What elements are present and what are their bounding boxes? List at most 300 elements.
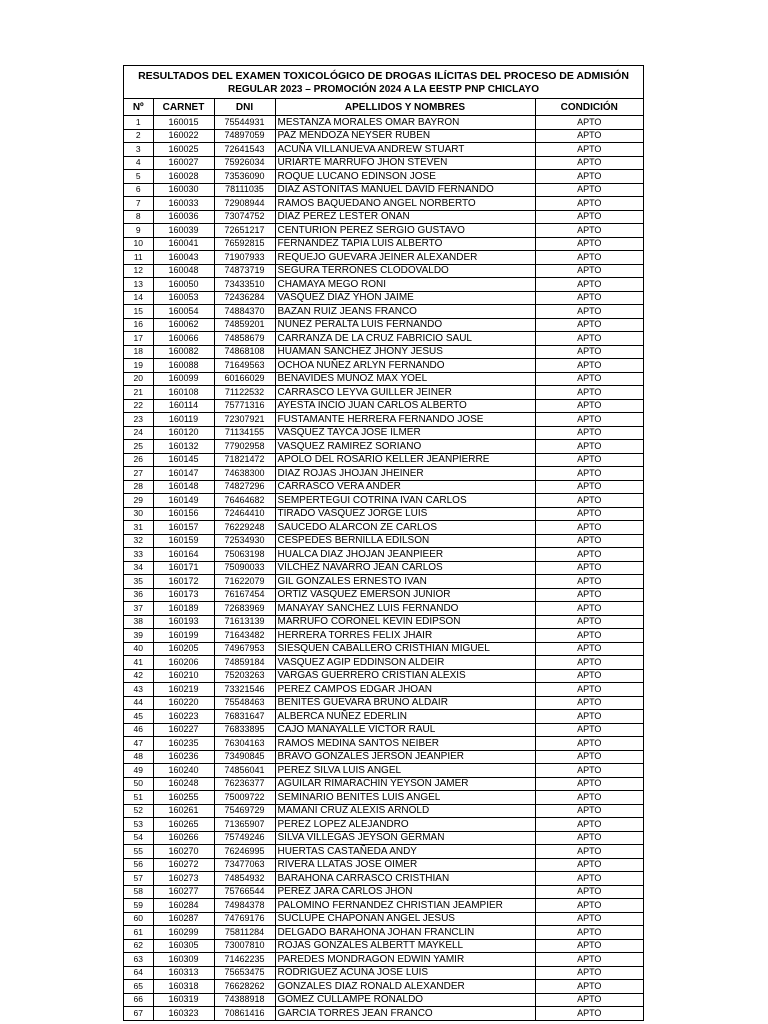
row-carnet: 160099 (153, 372, 214, 386)
row-condition: APTO (535, 399, 643, 413)
row-number: 27 (124, 467, 153, 481)
table-row (124, 899, 643, 913)
row-condition: APTO (535, 602, 643, 616)
row-carnet: 160039 (153, 224, 214, 238)
row-name: PEREZ LOPEZ ALEJANDRO (275, 818, 535, 832)
row-dni: 72651217 (214, 224, 275, 238)
row-name: CARRANZA DE LA CRUZ FABRICIO SAUL (275, 332, 535, 346)
row-condition: APTO (535, 534, 643, 548)
row-dni: 76229248 (214, 521, 275, 535)
row-dni: 75548463 (214, 696, 275, 710)
row-number: 66 (124, 993, 153, 1007)
row-number: 43 (124, 683, 153, 697)
row-dni: 74854932 (214, 872, 275, 886)
row-number: 52 (124, 804, 153, 818)
row-condition: APTO (535, 264, 643, 278)
table-row (124, 278, 643, 292)
row-carnet: 160157 (153, 521, 214, 535)
row-condition: APTO (535, 818, 643, 832)
row-name: NUÑEZ PERALTA LUIS FERNANDO (275, 318, 535, 332)
table-row (124, 885, 643, 899)
row-condition: APTO (535, 710, 643, 724)
row-dni: 74769176 (214, 912, 275, 926)
row-name: GONZALES DIAZ RONALD ALEXANDER (275, 980, 535, 994)
table-row (124, 588, 643, 602)
row-name: PAREDES MONDRAGON EDWIN YAMIR (275, 953, 535, 967)
row-carnet: 160210 (153, 669, 214, 683)
row-name: SEMPERTEGUI COTRINA IVAN CARLOS (275, 494, 535, 508)
row-number: 25 (124, 440, 153, 454)
row-carnet: 160309 (153, 953, 214, 967)
row-number: 53 (124, 818, 153, 832)
table-row (124, 737, 643, 751)
row-carnet: 160088 (153, 359, 214, 373)
row-carnet: 160033 (153, 197, 214, 211)
row-condition: APTO (535, 170, 643, 184)
row-carnet: 160318 (153, 980, 214, 994)
row-carnet: 160270 (153, 845, 214, 859)
row-number: 11 (124, 251, 153, 265)
row-carnet: 160108 (153, 386, 214, 400)
row-condition: APTO (535, 858, 643, 872)
row-name: PAZ MENDOZA NEYSER RUBEN (275, 129, 535, 143)
row-dni: 72307921 (214, 413, 275, 427)
row-number: 24 (124, 426, 153, 440)
table-row (124, 237, 643, 251)
row-dni: 76464682 (214, 494, 275, 508)
row-condition: APTO (535, 291, 643, 305)
row-dni: 75926034 (214, 156, 275, 170)
row-condition: APTO (535, 588, 643, 602)
row-name: SILVA VILLEGAS JEYSON GERMAN (275, 831, 535, 845)
row-name: VASQUEZ RAMIREZ SORIANO (275, 440, 535, 454)
row-number: 63 (124, 953, 153, 967)
table-row (124, 386, 643, 400)
table-row (124, 723, 643, 737)
table-row (124, 224, 643, 238)
row-name: BARAHONA CARRASCO CRISTHIAN (275, 872, 535, 886)
table-row (124, 426, 643, 440)
table-row (124, 305, 643, 319)
row-condition: APTO (535, 926, 643, 940)
row-dni: 74388918 (214, 993, 275, 1007)
row-name: PEREZ SILVA LUIS ANGEL (275, 764, 535, 778)
row-number: 50 (124, 777, 153, 791)
row-dni: 70861416 (214, 1007, 275, 1020)
row-dni: 71134155 (214, 426, 275, 440)
table-row (124, 534, 643, 548)
row-name: SEMINARIO BENITES LUIS ANGEL (275, 791, 535, 805)
header-dni: DNI (214, 99, 275, 116)
row-number: 17 (124, 332, 153, 346)
table-row (124, 561, 643, 575)
row-dni: 60166029 (214, 372, 275, 386)
row-number: 30 (124, 507, 153, 521)
row-name: APOLO DEL ROSARIO KELLER JEANPIERRE (275, 453, 535, 467)
row-dni: 76236377 (214, 777, 275, 791)
table-row (124, 777, 643, 791)
row-carnet: 160147 (153, 467, 214, 481)
row-condition: APTO (535, 224, 643, 238)
row-dni: 75653475 (214, 966, 275, 980)
row-name: DIAZ ASTONITAS MANUEL DAVID FERNANDO (275, 183, 535, 197)
table-row (124, 399, 643, 413)
row-condition: APTO (535, 764, 643, 778)
row-dni: 73321546 (214, 683, 275, 697)
row-carnet: 160193 (153, 615, 214, 629)
row-condition: APTO (535, 615, 643, 629)
row-number: 67 (124, 1007, 153, 1020)
row-carnet: 160025 (153, 143, 214, 157)
row-name: AGUILAR RIMARACHIN YEYSON JAMER (275, 777, 535, 791)
table-row (124, 764, 643, 778)
table-row (124, 197, 643, 211)
row-number: 22 (124, 399, 153, 413)
row-carnet: 160223 (153, 710, 214, 724)
row-name: PEREZ CAMPOS EDGAR JHOAN (275, 683, 535, 697)
row-number: 40 (124, 642, 153, 656)
row-number: 13 (124, 278, 153, 292)
row-dni: 76628262 (214, 980, 275, 994)
row-name: DELGADO BARAHONA JOHAN FRANCLIN (275, 926, 535, 940)
row-number: 31 (124, 521, 153, 535)
row-name: BRAVO GONZALES JERSON JEANPIER (275, 750, 535, 764)
row-carnet: 160173 (153, 588, 214, 602)
row-name: RAMOS MEDINA SANTOS NEIBER (275, 737, 535, 751)
row-condition: APTO (535, 467, 643, 481)
table-row (124, 615, 643, 629)
row-carnet: 160132 (153, 440, 214, 454)
row-carnet: 160159 (153, 534, 214, 548)
row-number: 16 (124, 318, 153, 332)
table-row (124, 642, 643, 656)
row-condition: APTO (535, 359, 643, 373)
row-name: VILCHEZ NAVARRO JEAN CARLOS (275, 561, 535, 575)
row-dni: 75811284 (214, 926, 275, 940)
row-condition: APTO (535, 737, 643, 751)
row-dni: 74638300 (214, 467, 275, 481)
row-carnet: 160041 (153, 237, 214, 251)
row-condition: APTO (535, 1007, 643, 1020)
table-row (124, 818, 643, 832)
row-dni: 73074752 (214, 210, 275, 224)
table-row (124, 912, 643, 926)
row-number: 34 (124, 561, 153, 575)
table-row (124, 831, 643, 845)
row-condition: APTO (535, 561, 643, 575)
row-carnet: 160313 (153, 966, 214, 980)
row-condition: APTO (535, 210, 643, 224)
row-condition: APTO (535, 750, 643, 764)
row-condition: APTO (535, 804, 643, 818)
table-row (124, 494, 643, 508)
row-name: SAUCEDO ALARCON ZE CARLOS (275, 521, 535, 535)
row-name: CHAMAYA MEGO RONI (275, 278, 535, 292)
row-name: SIESQUEN CABALLERO CRISTHIAN MIGUEL (275, 642, 535, 656)
row-condition: APTO (535, 183, 643, 197)
row-dni: 72683969 (214, 602, 275, 616)
row-dni: 72464410 (214, 507, 275, 521)
row-carnet: 160120 (153, 426, 214, 440)
table-row (124, 156, 643, 170)
title-block (124, 66, 643, 99)
row-number: 18 (124, 345, 153, 359)
row-number: 3 (124, 143, 153, 157)
row-condition: APTO (535, 278, 643, 292)
table-row (124, 548, 643, 562)
row-condition: APTO (535, 480, 643, 494)
row-condition: APTO (535, 345, 643, 359)
row-carnet: 160043 (153, 251, 214, 265)
row-dni: 76167454 (214, 588, 275, 602)
row-carnet: 160171 (153, 561, 214, 575)
row-name: HUERTAS CASTAÑEDA ANDY (275, 845, 535, 859)
row-number: 5 (124, 170, 153, 184)
row-carnet: 160156 (153, 507, 214, 521)
row-name: DIAZ ROJAS JHOJAN JHEINER (275, 467, 535, 481)
row-condition: APTO (535, 669, 643, 683)
table-row (124, 872, 643, 886)
row-dni: 76831647 (214, 710, 275, 724)
row-name: RODRIGUEZ ACUÑA JOSE LUIS (275, 966, 535, 980)
row-dni: 76246995 (214, 845, 275, 859)
row-condition: APTO (535, 696, 643, 710)
table-row (124, 791, 643, 805)
row-number: 44 (124, 696, 153, 710)
row-name: MARRUFO CORONEL KEVIN EDIPSON (275, 615, 535, 629)
table-row (124, 656, 643, 670)
row-dni: 71462235 (214, 953, 275, 967)
row-carnet: 160220 (153, 696, 214, 710)
row-dni: 75544931 (214, 116, 275, 130)
row-carnet: 160199 (153, 629, 214, 643)
row-number: 26 (124, 453, 153, 467)
table-row (124, 345, 643, 359)
table-row (124, 629, 643, 643)
table-row (124, 291, 643, 305)
row-condition: APTO (535, 885, 643, 899)
table-row (124, 696, 643, 710)
row-name: SUCLUPE CHAPOÑAN ANGEL JESUS (275, 912, 535, 926)
row-dni: 75749246 (214, 831, 275, 845)
row-number: 8 (124, 210, 153, 224)
row-name: PEREZ JARA CARLOS JHON (275, 885, 535, 899)
row-dni: 76833895 (214, 723, 275, 737)
row-condition: APTO (535, 521, 643, 535)
row-number: 12 (124, 264, 153, 278)
row-name: VARGAS GUERRERO CRISTIAN ALEXIS (275, 669, 535, 683)
table-row (124, 467, 643, 481)
table-row (124, 264, 643, 278)
row-dni: 74873719 (214, 264, 275, 278)
row-name: MAMANI CRUZ ALEXIS ARNOLD (275, 804, 535, 818)
row-condition: APTO (535, 386, 643, 400)
table-row (124, 966, 643, 980)
table-row (124, 939, 643, 953)
row-carnet: 160273 (153, 872, 214, 886)
row-condition: APTO (535, 116, 643, 130)
row-carnet: 160114 (153, 399, 214, 413)
row-carnet: 160265 (153, 818, 214, 832)
table-row (124, 750, 643, 764)
row-number: 7 (124, 197, 153, 211)
row-carnet: 160189 (153, 602, 214, 616)
row-dni: 71907933 (214, 251, 275, 265)
row-name: ACUÑA VILLANUEVA ANDREW STUART (275, 143, 535, 157)
row-condition: APTO (535, 953, 643, 967)
results-document (123, 65, 644, 1021)
row-number: 42 (124, 669, 153, 683)
row-number: 58 (124, 885, 153, 899)
row-carnet: 160149 (153, 494, 214, 508)
row-name: PALOMINO FERNANDEZ CHRISTIAN JEAMPIER (275, 899, 535, 913)
row-name: CARRASCO VERA ANDER (275, 480, 535, 494)
row-name: FERNANDEZ TAPIA LUIS ALBERTO (275, 237, 535, 251)
row-number: 64 (124, 966, 153, 980)
row-dni: 74967953 (214, 642, 275, 656)
row-name: BENITES GUEVARA BRUNO ALDAIR (275, 696, 535, 710)
row-carnet: 160066 (153, 332, 214, 346)
row-dni: 71365907 (214, 818, 275, 832)
row-number: 51 (124, 791, 153, 805)
row-dni: 73490845 (214, 750, 275, 764)
results-table (124, 99, 643, 1020)
table-row (124, 480, 643, 494)
row-carnet: 160240 (153, 764, 214, 778)
row-carnet: 160323 (153, 1007, 214, 1020)
row-dni: 74859201 (214, 318, 275, 332)
row-carnet: 160272 (153, 858, 214, 872)
table-row (124, 953, 643, 967)
row-dni: 72436284 (214, 291, 275, 305)
row-dni: 71821472 (214, 453, 275, 467)
table-row (124, 318, 643, 332)
row-name: GARCIA TORRES JEAN FRANCO (275, 1007, 535, 1020)
row-carnet: 160148 (153, 480, 214, 494)
row-number: 60 (124, 912, 153, 926)
row-number: 61 (124, 926, 153, 940)
row-name: GOMEZ CULLAMPE RONALDO (275, 993, 535, 1007)
row-condition: APTO (535, 318, 643, 332)
row-name: RAMOS BAQUEDANO ANGEL NORBERTO (275, 197, 535, 211)
row-dni: 75766544 (214, 885, 275, 899)
row-condition: APTO (535, 845, 643, 859)
row-number: 65 (124, 980, 153, 994)
table-row (124, 1007, 643, 1020)
row-condition: APTO (535, 575, 643, 589)
row-carnet: 160205 (153, 642, 214, 656)
table-row (124, 507, 643, 521)
row-carnet: 160036 (153, 210, 214, 224)
row-name: HERRERA TORRES FELIX JHAIR (275, 629, 535, 643)
row-carnet: 160022 (153, 129, 214, 143)
row-carnet: 160048 (153, 264, 214, 278)
row-condition: APTO (535, 507, 643, 521)
row-condition: APTO (535, 831, 643, 845)
table-row (124, 575, 643, 589)
table-row (124, 845, 643, 859)
row-name: OCHOA NUÑEZ ARLYN FERNANDO (275, 359, 535, 373)
row-dni: 75771316 (214, 399, 275, 413)
row-carnet: 160119 (153, 413, 214, 427)
row-name: MANAYAY SANCHEZ LUIS FERNANDO (275, 602, 535, 616)
row-number: 28 (124, 480, 153, 494)
table-row (124, 602, 643, 616)
row-number: 1 (124, 116, 153, 130)
header-row (124, 99, 643, 116)
row-number: 41 (124, 656, 153, 670)
row-name: URIARTE MARRUFO JHON STEVEN (275, 156, 535, 170)
table-row (124, 170, 643, 184)
row-condition: APTO (535, 939, 643, 953)
row-number: 57 (124, 872, 153, 886)
row-number: 19 (124, 359, 153, 373)
row-number: 35 (124, 575, 153, 589)
row-carnet: 160305 (153, 939, 214, 953)
row-number: 33 (124, 548, 153, 562)
row-number: 21 (124, 386, 153, 400)
row-name: GIL GONZALES ERNESTO IVAN (275, 575, 535, 589)
row-dni: 75203263 (214, 669, 275, 683)
row-carnet: 160054 (153, 305, 214, 319)
row-carnet: 160287 (153, 912, 214, 926)
row-condition: APTO (535, 993, 643, 1007)
row-carnet: 160145 (153, 453, 214, 467)
row-carnet: 160235 (153, 737, 214, 751)
row-carnet: 160082 (153, 345, 214, 359)
row-number: 23 (124, 413, 153, 427)
row-carnet: 160172 (153, 575, 214, 589)
row-dni: 72534930 (214, 534, 275, 548)
row-number: 48 (124, 750, 153, 764)
row-name: BAZAN RUIZ JEANS FRANCO (275, 305, 535, 319)
row-dni: 71649563 (214, 359, 275, 373)
table-row (124, 183, 643, 197)
row-name: ORTIZ VASQUEZ EMERSON JUNIOR (275, 588, 535, 602)
row-number: 54 (124, 831, 153, 845)
row-number: 15 (124, 305, 153, 319)
row-condition: APTO (535, 642, 643, 656)
table-row (124, 129, 643, 143)
row-condition: APTO (535, 723, 643, 737)
row-carnet: 160284 (153, 899, 214, 913)
row-carnet: 160319 (153, 993, 214, 1007)
row-dni: 77902958 (214, 440, 275, 454)
row-name: VASQUEZ DIAZ YHON JAIME (275, 291, 535, 305)
row-dni: 74897059 (214, 129, 275, 143)
row-carnet: 160206 (153, 656, 214, 670)
row-condition: APTO (535, 548, 643, 562)
row-dni: 74859184 (214, 656, 275, 670)
header-condition: CONDICIÓN (535, 99, 643, 116)
row-number: 46 (124, 723, 153, 737)
row-carnet: 160261 (153, 804, 214, 818)
row-dni: 73007810 (214, 939, 275, 953)
table-body (124, 116, 643, 1020)
header-carnet: CARNET (153, 99, 214, 116)
table-row (124, 372, 643, 386)
row-carnet: 160027 (153, 156, 214, 170)
row-number: 36 (124, 588, 153, 602)
row-name: TIRADO VASQUEZ JORGE LUIS (275, 507, 535, 521)
row-dni: 72908944 (214, 197, 275, 211)
row-name: HUAMAN SANCHEZ JHONY JESUS (275, 345, 535, 359)
row-number: 6 (124, 183, 153, 197)
row-number: 32 (124, 534, 153, 548)
row-carnet: 160164 (153, 548, 214, 562)
row-name: SEGURA TERRONES CLODOVALDO (275, 264, 535, 278)
row-number: 9 (124, 224, 153, 238)
